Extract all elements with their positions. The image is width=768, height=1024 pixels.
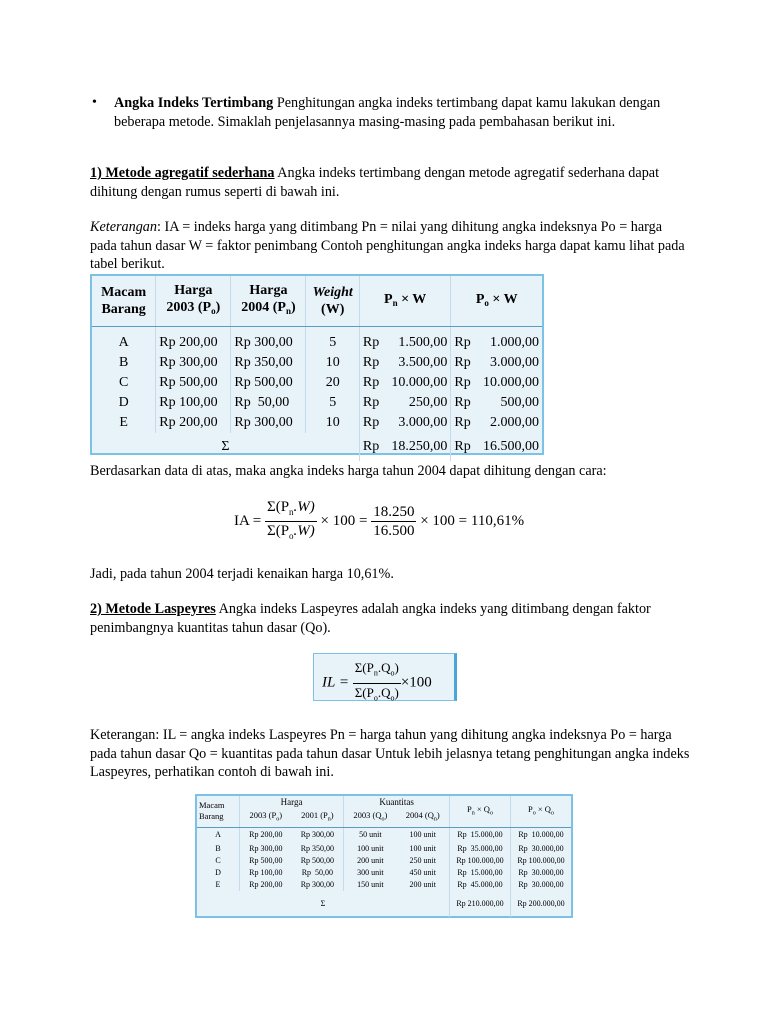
t2-col-2003-qo: 2003 $(Q_o)$ [344, 809, 397, 827]
keterangan1-label: Keterangan [90, 219, 157, 235]
formula-il-mult: ×100 [400, 674, 432, 691]
t2-col-harga: Harga [240, 796, 344, 809]
cell-weight: 20 [306, 373, 359, 393]
t2-col-kuantitas: Kuantitas [344, 796, 450, 809]
cell-weight: 5 [306, 393, 359, 413]
cell-harga-2001: Rp 500,00 [292, 855, 344, 867]
col-po-x-w: $P_o \times W$ [451, 276, 542, 327]
sum-row [197, 891, 571, 917]
after-table1-text: Berdasarkan data di atas, maka angka indeks harga tahun 2004 dapat dihitung dengan cara: [90, 463, 607, 479]
col-macam-barang: Macam Barang [92, 276, 156, 327]
cell-po-x-w: Rp 1.000,00 [454, 335, 539, 350]
cell-kuantitas-2004: 100 unit [397, 843, 450, 855]
cell-harga-2001: Rp 300,00 [292, 879, 344, 891]
cell-kuantitas-2003: 50 unit [359, 830, 382, 840]
laspeyres-table [195, 794, 573, 918]
t2-col-2003-po: 2003 $(P_o)$ [240, 809, 292, 827]
cell-pn-x-w: Rp 10.000,00 [359, 373, 451, 393]
sum-po-x-w: Rp 16.500,00 [454, 439, 539, 454]
cell-kuantitas-2004: 250 unit [397, 855, 450, 867]
cell-po-x-qo: Rp 30.000,00 [518, 880, 564, 890]
cell-harga-2003: Rp 200,00 [156, 413, 231, 433]
cell-pn-x-qo: Rp 15.000,00 [450, 827, 511, 843]
sum-symbol: Σ [92, 433, 359, 461]
cell-po-x-qo: Rp 10.000,00 [518, 830, 564, 840]
cell-pn-x-w: Rp 250,00 [359, 393, 451, 413]
cell-pn-x-qo: Rp 100.000,00 [450, 855, 511, 867]
t2-col-macam-barang: Macam Barang [197, 796, 240, 827]
bullet-marker: • [92, 95, 97, 110]
cell-harga-2003: Rp 200,00 [156, 327, 231, 354]
weighted-index-table [90, 274, 544, 455]
cell-harga-2001: Rp 300,00 [292, 827, 344, 843]
cell-barang: C [197, 855, 240, 867]
cell-weight: 5 [306, 327, 359, 354]
cell-harga-2003: Rp 200,00 [249, 830, 283, 840]
col-harga-2003: Harga 2003 $(P_o)$ [156, 276, 231, 327]
keterangan2-paragraph: Keterangan: IL = angka indeks Laspeyres Pn = harga tahun yang dihitung angka indeksnya Po = harga pada tahun dasar Qo = kuantitas pada tahun dasar Untuk lebih jelasnya tetang penghitungan angka indeks Laspeyres, perhatikan contoh di bawah ini. [90, 727, 690, 780]
cell-weight: 10 [306, 413, 359, 433]
cell-harga-2004: Rp 50,00 [231, 393, 306, 413]
keterangan1-paragraph [90, 218, 690, 274]
sum-pn-x-qo: Rp 210.000,00 [450, 891, 511, 917]
cell-harga-2003: Rp 500,00 [249, 856, 283, 866]
cell-harga-2003: Rp 200,00 [249, 880, 283, 890]
cell-harga-2003: Rp 100,00 [249, 868, 283, 878]
bullet-heading: Angka Indeks Tertimbang [114, 95, 274, 111]
col-weight: Weight (W) [306, 276, 359, 327]
table-row [197, 867, 571, 879]
section1-text: Angka indeks tertimbang dengan metode agregatif sederhana dapat dihitung dengan rumus seperti di bawah ini. [90, 165, 660, 200]
t2-col-2004-qn: 2004 $(Q_n)$ [397, 809, 450, 827]
cell-barang: A [197, 827, 240, 843]
t2-col-pn-x-qo: $P_n \times Q_o$ [450, 796, 511, 827]
sum-row [92, 433, 542, 461]
cell-weight: 10 [306, 353, 359, 373]
cell-harga-2001: Rp 350,00 [292, 843, 344, 855]
formula-ia [234, 498, 534, 544]
cell-barang: B [197, 843, 240, 855]
section1-paragraph [90, 164, 690, 201]
section2-paragraph [90, 600, 690, 637]
table-row [197, 879, 571, 891]
formula-il-fraction: $\frac{\Sigma(P_n.Q_o)}{\Sigma(P_o.Q_o)}$ [354, 660, 399, 703]
cell-po-x-w: Rp 2.000,00 [454, 415, 539, 430]
formula-il [313, 653, 457, 701]
formula-ia-lhs: IA = [234, 512, 262, 529]
formula-ia-fraction: $\frac{\Sigma(P_n.W)}{\Sigma(P_o.W)}$ [266, 499, 315, 541]
cell-pn-x-w: Rp 3.500,00 [359, 353, 451, 373]
sum-pn-x-w: Rp 18.250,00 [359, 433, 451, 461]
cell-pn-x-qo: Rp 35.000,00 [450, 843, 511, 855]
cell-harga-2004: Rp 500,00 [231, 373, 306, 393]
cell-kuantitas-2003: 150 unit [357, 880, 384, 890]
sum-symbol: Σ [197, 891, 450, 917]
cell-po-x-qo: Rp 30.000,00 [518, 844, 564, 854]
formula-ia-values: $\frac{18.250}{16.500}$ [373, 504, 415, 539]
formula-il-lhs: IL = [322, 674, 349, 691]
cell-barang: A [92, 327, 156, 354]
cell-harga-2003: Rp 300,00 [249, 844, 283, 854]
cell-harga-2004: Rp 300,00 [231, 413, 306, 433]
t2-col-po-x-qo: $P_o \times Q_o$ [511, 796, 572, 827]
section1-heading: 1) Metode agregatif sederhana [90, 165, 275, 181]
cell-pn-x-qo: Rp 15.000,00 [450, 867, 511, 879]
keterangan1-text: : IA = indeks harga yang ditimbang Pn = nilai yang dihitung angka indeksnya Po = harga pada tahun dasar W = faktor penimbang Contoh penghitungan angka indeks harga dapat kamu lihat pada tabel berikut. [90, 219, 685, 272]
formula-ia-mult: × 100 = [320, 512, 368, 529]
col-pn-x-w: $P_n \times W$ [359, 276, 451, 327]
conclusion-text: Jadi, pada tahun 2004 terjadi kenaikan harga 10,61%. [90, 566, 394, 582]
cell-kuantitas-2003: 100 unit [357, 844, 384, 854]
table-row [92, 413, 542, 433]
cell-harga-2004: Rp 350,00 [231, 353, 306, 373]
cell-kuantitas-2003: 200 unit [357, 856, 384, 866]
cell-kuantitas-2004: 100 unit [397, 827, 450, 843]
table-row [92, 353, 542, 373]
cell-kuantitas-2004: 450 unit [397, 867, 450, 879]
cell-po-x-w: Rp 3.000,00 [454, 355, 539, 370]
cell-harga-2003: Rp 500,00 [156, 373, 231, 393]
cell-pn-x-qo: Rp 45.000,00 [450, 879, 511, 891]
cell-barang: E [92, 413, 156, 433]
cell-kuantitas-2003: 300 unit [357, 868, 384, 878]
cell-barang: B [92, 353, 156, 373]
bullet-text: Penghitungan angka indeks tertimbang dapat kamu lakukan dengan beberapa metode. Simaklah penjelasannya masing-masing pada pembahasan berikut ini. [114, 95, 661, 130]
table-row [197, 827, 571, 843]
cell-harga-2004: Rp 300,00 [231, 327, 306, 354]
cell-po-x-qo: Rp 30.000,00 [518, 868, 564, 878]
cell-po-x-w: Rp 10.000,00 [454, 375, 539, 390]
bullet-paragraph [114, 94, 674, 131]
cell-kuantitas-2004: 200 unit [397, 879, 450, 891]
table-row [92, 327, 542, 354]
cell-barang: C [92, 373, 156, 393]
sum-po-x-qo: Rp 200.000,00 [517, 899, 565, 909]
cell-barang: D [197, 867, 240, 879]
cell-pn-x-w: Rp 3.000,00 [359, 413, 451, 433]
table-row [197, 843, 571, 855]
cell-harga-2003: Rp 300,00 [156, 353, 231, 373]
table-row [92, 393, 542, 413]
table-row [92, 373, 542, 393]
cell-harga-2003: Rp 100,00 [156, 393, 231, 413]
section2-text: Angka indeks Laspeyres adalah angka indeks yang ditimbang dengan faktor penimbangnya kuantitas tahun dasar (Qo). [90, 601, 651, 636]
cell-po-x-qo: Rp 100.000,00 [517, 856, 565, 866]
section2-heading: 2) Metode Laspeyres [90, 601, 216, 617]
formula-ia-result: × 100 = 110,61% [420, 512, 525, 529]
cell-po-x-w: Rp 500,00 [454, 395, 539, 410]
t2-col-2001-pn: 2001 $(P_n)$ [292, 809, 344, 827]
cell-pn-x-w: Rp 1.500,00 [359, 327, 451, 354]
col-harga-2004: Harga 2004 $(P_n)$ [231, 276, 306, 327]
table-row [197, 855, 571, 867]
cell-harga-2001: Rp 50,00 [292, 867, 344, 879]
cell-barang: E [197, 879, 240, 891]
cell-barang: D [92, 393, 156, 413]
